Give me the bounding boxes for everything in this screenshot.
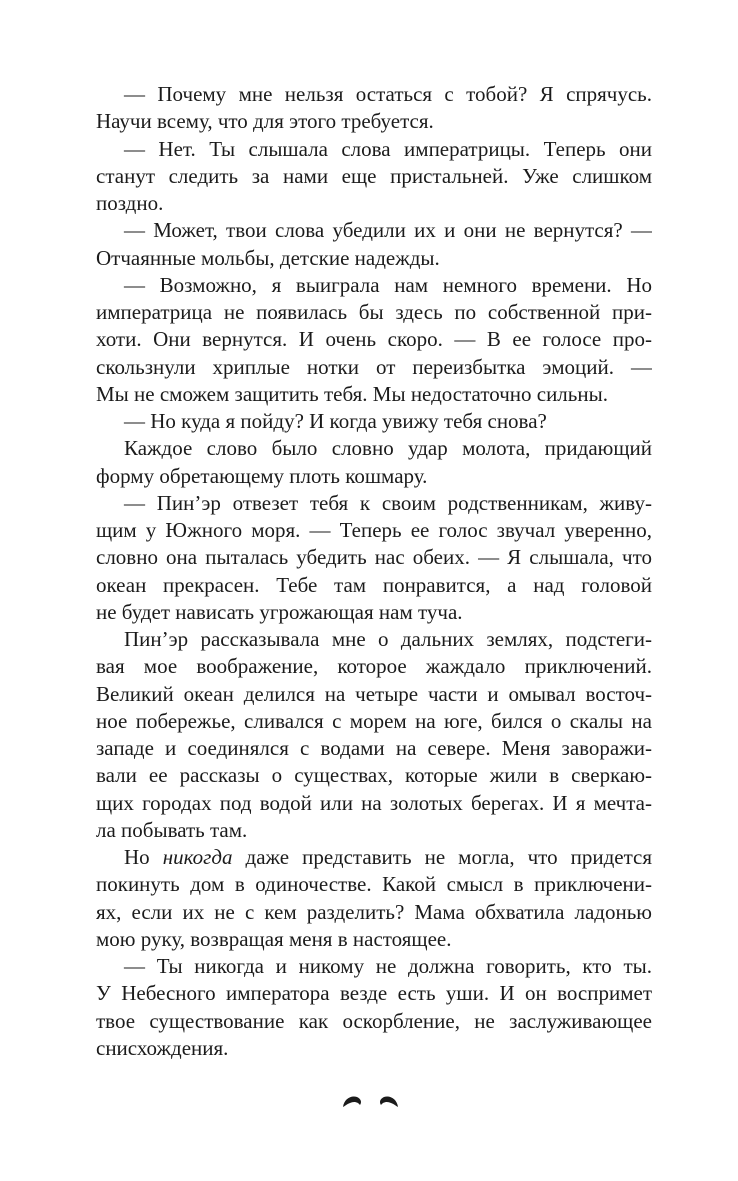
page-ornament-icon: [334, 1090, 404, 1112]
text-line: снисхождения.: [96, 1035, 229, 1060]
text-line: ла побывать там.: [96, 817, 248, 842]
text-line: — Может, твои слова убедили их и они не вернутся? —: [124, 218, 652, 243]
text-line: Мы не сможем защитить тебя. Мы недостаточно сильны.: [96, 381, 608, 406]
paragraph: [96, 490, 652, 626]
text-line: — Ты никогда и никому не должна говорить, кто ты.: [124, 954, 652, 978]
text-line: У Небесного императора везде есть уши. И он воспримет: [96, 981, 652, 1006]
paragraph: [96, 435, 652, 490]
text-line: — Возможно, я выиграла нам немного времени. Но: [124, 272, 652, 297]
ornament-right-swirl: [380, 1096, 398, 1107]
text-line: вали ее рассказы о существах, которые жили в сверкаю-: [96, 763, 652, 788]
text-line: Каждое слово было словно удар молота, придающий: [124, 436, 652, 461]
text-line: поздно.: [96, 191, 164, 215]
text-segment: даже представить не могла, что придется: [232, 845, 652, 869]
text-line: словно она пыталась убедить нас обеих. — Я слышала, что: [96, 545, 652, 570]
text-line: императрица не появилась бы здесь по собственной при-: [96, 300, 652, 324]
text-line: вая мое воображение, которое жаждало приключений.: [96, 654, 652, 679]
text-segment: Но: [124, 845, 163, 869]
paragraph: [96, 408, 652, 435]
text-line: форму обретающему плоть кошмару.: [96, 463, 428, 488]
text-line: — Но куда я пойду? И когда увижу тебя снова?: [124, 409, 547, 433]
text-line: покинуть дом в одиночестве. Какой смысл в приключени-: [96, 872, 652, 897]
text-line: щим у Южного моря. — Теперь ее голос звучал уверенно,: [96, 518, 652, 542]
text-line: мою руку, возвращая меня в настоящее.: [96, 926, 452, 951]
paragraph: [96, 953, 652, 1062]
body-text: [96, 81, 652, 1062]
text-line: [96, 844, 652, 871]
paragraph: [96, 626, 652, 844]
text-line: — Нет. Ты слышала слова императрицы. Теперь они: [124, 136, 652, 161]
text-line: ное побережье, сливался с морем на юге, бился о скалы на: [96, 708, 652, 733]
paragraph: [96, 217, 652, 272]
paragraph: [96, 81, 652, 136]
text-line: Отчаянные мольбы, детские надежды.: [96, 245, 440, 270]
text-line: Пин’эр рассказывала мне о дальних землях, подстеги-: [124, 627, 652, 651]
text-line: станут следить за нами еще пристальней. Уже слишком: [96, 163, 652, 188]
emphasized-word: никогда: [162, 845, 233, 869]
text-line: западе и соединялся с водами на севере. Меня заворажи-: [96, 736, 652, 760]
text-line: Научи всему, что для этого требуется.: [96, 109, 434, 134]
text-line: — Почему мне нельзя остаться с тобой? Я спрячусь.: [124, 82, 652, 106]
text-line: хоти. Они вернутся. И очень скоро. — В ее голосе про-: [96, 327, 652, 352]
text-line: щих городах под водой или на золотых берегах. И я мечта-: [96, 790, 652, 815]
ornament-left-swirl: [343, 1096, 361, 1107]
text-line: океан прекрасен. Тебе там понравится, а над головой: [96, 572, 652, 597]
text-line: — Пин’эр отвезет тебя к своим родственникам, живу-: [124, 490, 652, 515]
paragraph: [96, 136, 652, 218]
text-line: Великий океан делился на четыре части и омывал восточ-: [96, 681, 652, 706]
text-line: ях, если их не с кем разделить? Мама обхватила ладонью: [96, 899, 652, 924]
paragraph: [96, 844, 652, 953]
text-line: твое существование как оскорбление, не заслуживающее: [96, 1008, 652, 1033]
paragraph: [96, 272, 652, 408]
text-line: не будет нависать угрожающая нам туча.: [96, 599, 463, 624]
text-line: скользнули хриплые нотки от переизбытка эмоций. —: [96, 354, 652, 379]
